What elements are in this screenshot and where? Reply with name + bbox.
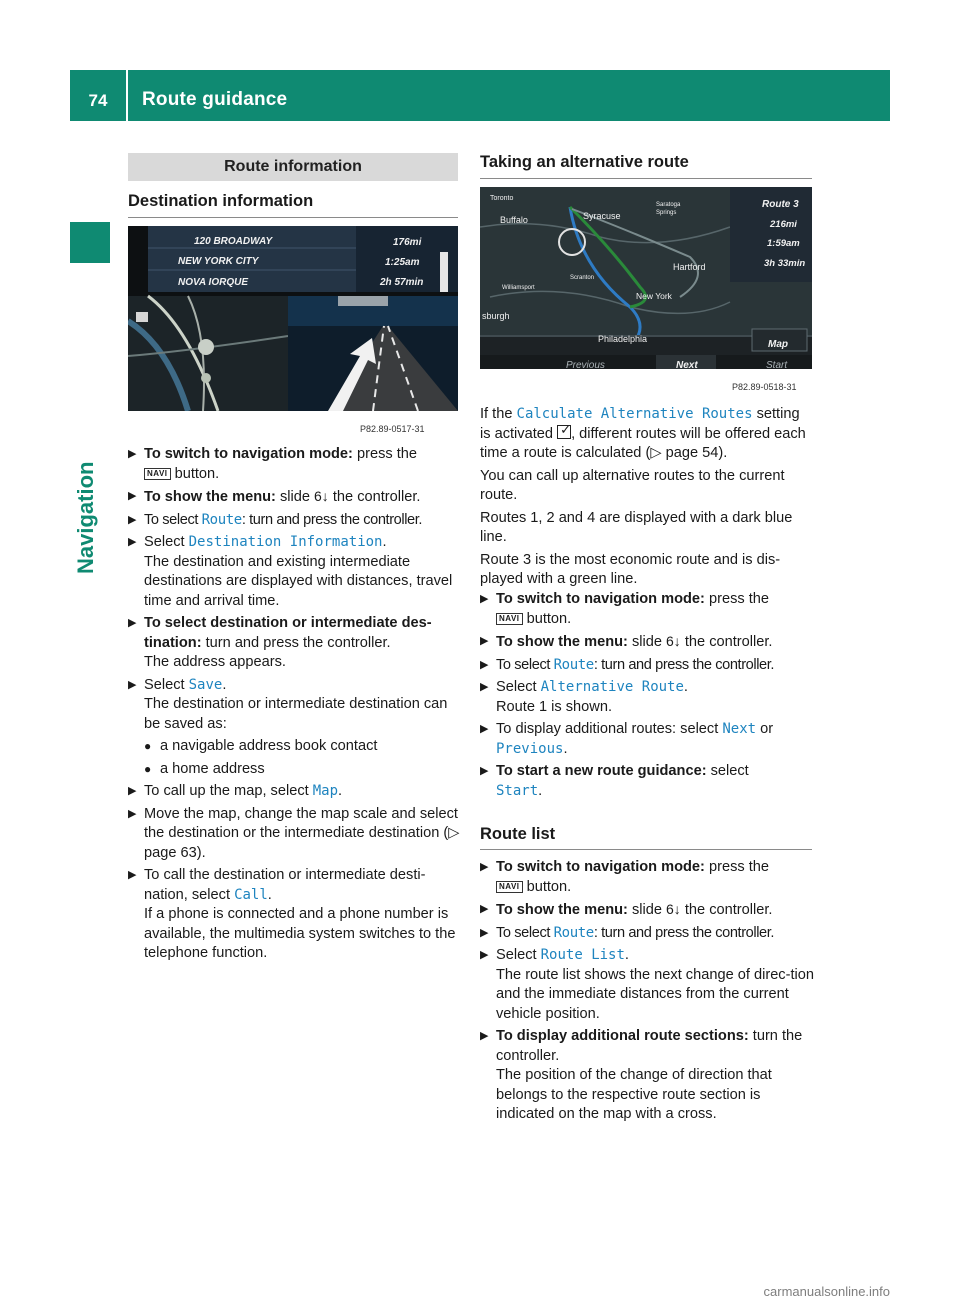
alternative-route-screenshot <box>480 187 812 369</box>
image-code: P82.89-0518-31 <box>732 382 797 392</box>
step: ▶ To display additional route sections: turn the controller. The position of the change of direction that belongs to the respective route section is indicated on the map with a cross. <box>480 1028 803 1122</box>
city-label: Buffalo <box>500 215 528 225</box>
bullet-item: ● a home address <box>144 760 265 777</box>
city-label: Saratoga Springs <box>656 202 681 216</box>
step: ▶ To show the menu: slide 6↓ the controller. <box>128 488 421 505</box>
destination-info-screenshot <box>128 226 458 411</box>
step: ▶ Select Save. The destination or intermediate destination can be saved as: <box>128 676 448 732</box>
section-title: Route information <box>128 153 458 181</box>
controller-icon: 6↓ <box>666 901 681 917</box>
step: ▶ To select Route: turn and press the controller. <box>480 924 775 941</box>
city-label: Philadelphia <box>598 334 648 344</box>
map-button[interactable]: Map <box>768 339 788 350</box>
city-label: New York <box>636 291 672 301</box>
screen-arrival: 1:59am <box>767 238 800 249</box>
navi-key-icon: NAVI <box>496 613 523 625</box>
step: ▶ To show the menu: slide 6↓ the controller. <box>480 901 773 918</box>
paragraph: Route 3 is the most economic route and is dis-played with a green line. <box>480 551 781 587</box>
paragraph: You can call up alternative routes to the current route. <box>480 467 785 503</box>
step: ▶ To call up the map, select Map. <box>128 783 343 799</box>
heading-rule <box>480 849 812 850</box>
heading-alternative-route: Taking an alternative route <box>480 153 689 171</box>
step: ▶ To show the menu: slide 6↓ the controller. <box>480 633 773 650</box>
city-label: sburgh <box>482 311 510 321</box>
next-menu-item[interactable]: Next <box>676 360 698 369</box>
right-steps <box>480 590 814 804</box>
heading-rule <box>480 178 812 179</box>
left-steps <box>128 445 460 967</box>
paragraph: If the Calculate Alternative Routes setting is activated ✓ , different routes will be offered each time a route is calculated (▷ page 54). <box>480 406 806 461</box>
step: ▶ To switch to navigation mode: press the NAVI button. <box>480 859 770 895</box>
step: ▶ To select Route: turn and press the controller. <box>480 656 775 673</box>
page-title: Route guidance <box>142 89 288 110</box>
screen-distance: 216mi <box>770 219 797 230</box>
screen-arrival: 1:25am <box>385 257 420 268</box>
step: ▶ To start a new route guidance: select Start. <box>480 763 749 799</box>
city-label: Hartford <box>673 262 706 272</box>
city-label: Scranton <box>570 275 595 281</box>
heading-destination-information: Destination information <box>128 192 314 210</box>
watermark: carmanualsonline.info <box>763 1284 890 1299</box>
step: ▶ Select Destination Information. The destination and existing intermediate destinations are displayed with distances, travel time and arrival time. <box>128 534 453 609</box>
screen-route-label: Route 3 <box>762 199 799 210</box>
step: ▶ To call the destination or intermediate desti-nation, select Call. If a phone is connected and a phone number is available, the multimedia system switches to the telephone function. <box>128 867 456 961</box>
page-number: 74 <box>88 91 108 110</box>
screen-duration: 3h 33min <box>764 258 806 269</box>
navi-key-icon: NAVI <box>144 468 171 480</box>
step: ▶ Select Route List. The route list shows the next change of direc-tion and the immediate distances from the current vehicle position. <box>480 947 814 1022</box>
step: ▶ To switch to navigation mode: press the NAVI button. <box>480 591 770 627</box>
chapter-tab <box>70 222 110 263</box>
page-header <box>70 70 890 121</box>
step: ▶ To display additional routes: select Next or Previous. <box>480 721 774 757</box>
step: ▶ Select Alternative Route. Route 1 is shown. <box>480 679 688 715</box>
intro-text <box>480 405 814 593</box>
city-label: Toronto <box>490 195 514 202</box>
controller-icon: 6↓ <box>666 633 681 649</box>
step: ▶ Move the map, change the map scale and select the destination or the intermediate destination (▷ page 63). <box>128 805 460 861</box>
route-list-steps <box>480 858 814 1128</box>
previous-menu-item[interactable]: Previous <box>566 360 605 369</box>
screen-dest-street: 120 BROADWAY <box>194 236 273 247</box>
start-menu-item[interactable]: Start <box>766 360 788 369</box>
screen-dest-city: NEW YORK CITY <box>178 256 259 267</box>
heading-rule <box>128 217 458 218</box>
step: ▶ To select Route: turn and press the controller. <box>128 511 423 528</box>
image-code: P82.89-0517-31 <box>360 424 425 434</box>
header-separator <box>126 70 128 121</box>
screen-distance: 176mi <box>393 237 422 248</box>
step: ▶ To switch to navigation mode: press the NAVI button. <box>128 446 418 482</box>
screen-dest-alt: NOVA IORQUE <box>178 277 249 288</box>
navi-key-icon: NAVI <box>496 881 523 893</box>
heading-route-list: Route list <box>480 825 556 843</box>
controller-icon: 6↓ <box>314 488 329 504</box>
checkbox-checked-icon: ✓ <box>557 425 571 439</box>
step: ▶ To select destination or intermediate des-tination: turn and press the controller. The address appears. <box>128 615 432 670</box>
city-label: Williamsport <box>502 285 535 291</box>
screen-duration: 2h 57min <box>380 277 424 288</box>
bullet-item: ● a navigable address book contact <box>144 738 378 754</box>
city-label: Syracuse <box>583 211 621 221</box>
paragraph: Routes 1, 2 and 4 are displayed with a dark blue line. <box>480 509 793 545</box>
